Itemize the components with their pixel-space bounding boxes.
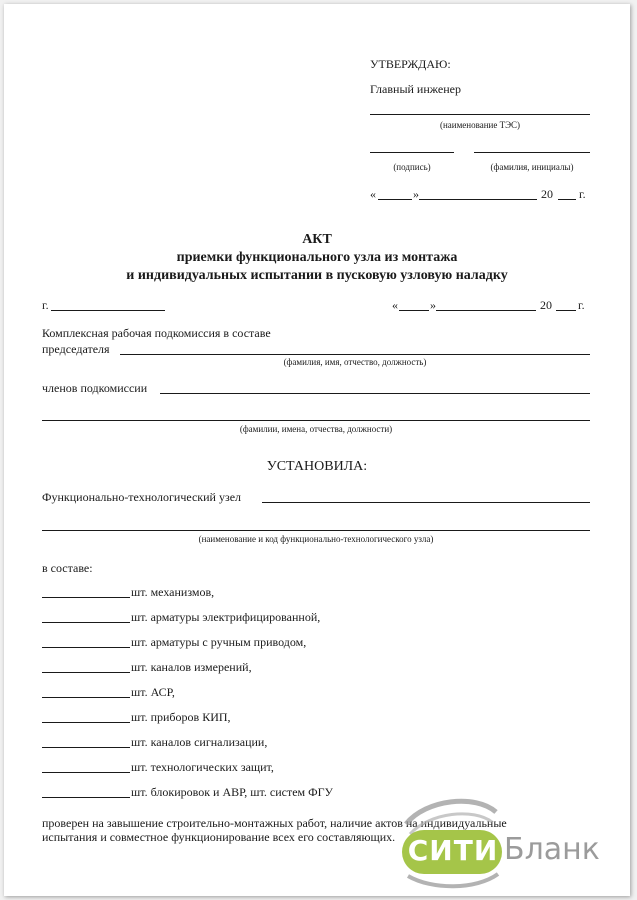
date-close: »	[430, 298, 436, 312]
item-blank-line	[42, 647, 130, 648]
item-blank-line	[42, 747, 130, 748]
unit-line-2	[42, 530, 590, 531]
chief-engineer-label: Главный инженер	[370, 82, 461, 96]
item-blank-line	[42, 622, 130, 623]
members-line-1	[160, 393, 590, 394]
month-line	[436, 310, 536, 311]
item-blank-line	[42, 697, 130, 698]
unit-label: Функционально-технологический узел	[42, 490, 242, 504]
list-item: шт. приборов КИП,	[131, 710, 231, 724]
chairman-label: председателя	[42, 342, 110, 356]
doc-subtitle-2: и индивидуальных испытании в пусковую узловую наладку	[126, 268, 508, 283]
members-line-2	[42, 420, 590, 421]
closing-line-2: испытания и совместное функционирование всех его составляющих.	[42, 830, 396, 844]
item-blank-line	[42, 722, 130, 723]
logo-part1: СИТИ	[407, 834, 499, 867]
doc-title: АКТ	[302, 232, 332, 247]
name-line	[474, 152, 590, 153]
list-item: шт. АСР,	[131, 685, 175, 699]
plant-caption: (наименование ТЭС)	[439, 120, 521, 130]
signature-line	[370, 152, 454, 153]
approval-year-suffix: г.	[579, 187, 586, 201]
approve-label: УТВЕРЖДАЮ:	[370, 57, 451, 71]
list-item: шт. арматуры с ручным приводом,	[131, 635, 307, 649]
list-item: шт. каналов сигнализации,	[131, 735, 268, 749]
signature-caption: (подпись)	[393, 162, 431, 172]
watermark-logo	[396, 794, 626, 890]
approval-date-close: »	[413, 187, 419, 201]
date-open: «	[392, 298, 398, 312]
item-blank-line	[42, 597, 130, 598]
chairman-line	[120, 354, 590, 355]
plant-line	[370, 114, 590, 115]
document-page	[4, 4, 630, 896]
list-item: шт. арматуры электрифицированной,	[131, 610, 321, 624]
name-caption: (фамилия, инициалы)	[490, 162, 574, 172]
item-blank-line	[42, 797, 130, 798]
year-prefix: 20	[540, 298, 552, 312]
city-prefix: г.	[42, 298, 49, 312]
closing-line-1: проверен на завышение строительно-монтажных работ, наличие актов на индивидуальные	[42, 816, 507, 830]
list-item: шт. каналов измерений,	[131, 660, 252, 674]
item-blank-line	[42, 672, 130, 673]
composition-label: в составе:	[42, 561, 93, 575]
approval-date-open: «	[370, 187, 376, 201]
members-caption: (фамилии, имена, отчества, должности)	[239, 424, 393, 434]
list-item: шт. механизмов,	[131, 585, 215, 599]
year-suffix: г.	[578, 298, 585, 312]
list-item: шт. блокировок и АВР, шт. систем ФГУ	[131, 785, 334, 799]
city-line	[51, 310, 165, 311]
doc-subtitle-1: приемки функционального узла из монтажа	[176, 250, 458, 265]
commission-intro: Комплексная рабочая подкомиссия в составе	[42, 326, 271, 340]
approval-year-prefix: 20	[541, 187, 553, 201]
chairman-caption: (фамилия, имя, отчество, должность)	[283, 357, 427, 367]
members-label: членов подкомиссии	[42, 381, 148, 395]
approval-day-line	[378, 199, 412, 200]
approval-month-line	[419, 199, 537, 200]
day-line	[399, 310, 429, 311]
year-line	[556, 310, 576, 311]
logo-part2: Бланк	[504, 832, 600, 867]
unit-caption: (наименование и код функционально-технологического узла)	[198, 534, 434, 544]
unit-line-1	[262, 502, 590, 503]
list-item: шт. технологических защит,	[131, 760, 274, 774]
established-heading: УСТАНОВИЛА:	[266, 459, 368, 474]
approval-year-line	[558, 199, 576, 200]
item-blank-line	[42, 772, 130, 773]
